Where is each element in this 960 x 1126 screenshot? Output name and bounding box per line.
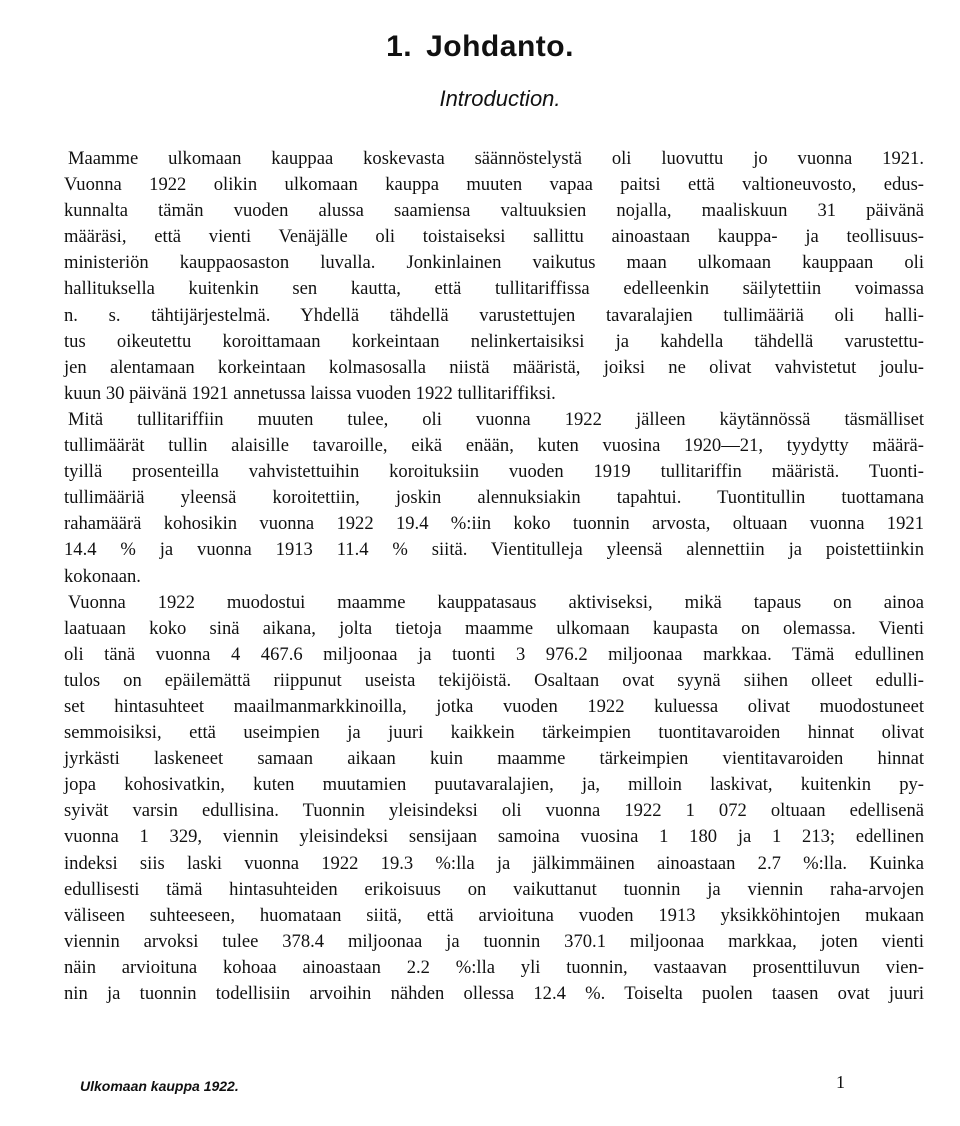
text-line: kokonaan. — [64, 565, 141, 587]
text-line: määräsi, että vienti Venäjälle oli toistaiseksi sallittu ainoastaan kauppa- ja teollisuus- — [64, 226, 924, 248]
text-line: Mitä tullitariffiin muuten tulee, oli vuonna 1922 jälleen käytännössä täsmälliset — [68, 408, 924, 430]
text-line: kunnalta tämän vuoden alussa saamiensa valtuuksien nojalla, maaliskuun 31 päivänä — [64, 200, 924, 222]
text-line: tulos on epäilemättä riippunut useista tekijöistä. Osaltaan ovat syynä siihen olleet edulli- — [64, 669, 924, 691]
text-line: semmoisiksi, että useimpien ja juuri kaikkein tärkeimpien tuontitavaroiden hinnat olivat — [64, 722, 924, 744]
text-line: tullimääriä yleensä koroitettiin, joskin alennuksiakin tapahtui. Tuontitullin tuottamana — [64, 487, 924, 509]
text-line: edullisesti tämä hintasuhteiden erikoisuus on vaikuttanut tuonnin ja viennin raha-arvojen — [64, 878, 924, 900]
text-line: rahamäärä kohosikin vuonna 1922 19.4 %:iin koko tuonnin arvosta, oltuaan vuonna 1921 — [64, 513, 924, 535]
text-line: tullimäärät tullin alaisille tavaroille, eikä enään, kuten vuosina 1920—21, tyydytty määrä- — [64, 435, 924, 457]
text-line: n. s. tähtijärjestelmä. Yhdellä tähdellä varustettujen tavaralajien tullimääriä oli halli- — [64, 304, 924, 326]
text-line: tus oikeutettu koroittamaan korkeintaan nelinkertaisiksi ja kahdella tähdellä varustettu- — [64, 330, 924, 352]
text-line: Vuonna 1922 olikin ulkomaan kauppa muuten vapaa paitsi että valtioneuvosto, edus- — [64, 174, 924, 196]
text-line: ministeriön kauppaosaston luvalla. Jonkinlainen vaikutus maan ulkomaan kauppaan oli — [64, 252, 924, 274]
text-line: hallituksella kuitenkin sen kautta, että tullitariffissa edelleenkin säilytettiin voimassa — [64, 278, 924, 300]
text-line: Maamme ulkomaan kauppaa koskevasta säännöstelystä oli luovuttu jo vuonna 1921. — [68, 148, 924, 169]
text-line: nin ja tuonnin todellisiin arvoihin nähden ollessa 12.4 %. Toiselta puolen taasen ovat juuri — [64, 983, 924, 1004]
text-line: näin arvioituna kohoaa ainoastaan 2.2 %:lla yli tuonnin, vastaavan prosenttiluvun vien- — [64, 956, 924, 978]
chapter-subtitle: Introduction. — [439, 86, 561, 111]
chapter-heading — [0, 30, 960, 64]
page-number: 1 — [836, 1072, 845, 1092]
body-text — [64, 146, 924, 1007]
text-line: laatuaan koko sinä aikana, jolta tietoja maamme ulkomaan kaupasta on olemassa. Vienti — [64, 617, 924, 639]
text-line: vuonna 1 329, viennin yleisindeksi sensijaan samoina vuosina 1 180 ja 1 213; edellinen — [64, 826, 924, 848]
text-line: tyillä prosenteilla vahvistettuihin koroituksiin vuoden 1919 tullitariffin määristä. Tuonti- — [64, 461, 924, 483]
chapter-title: Johdanto. — [426, 30, 574, 63]
text-line: 14.4 % ja vuonna 1913 11.4 % siitä. Vientitulleja yleensä alennettiin ja poistettiinkin — [64, 539, 924, 561]
text-line: oli tänä vuonna 4 467.6 miljoonaa ja tuonti 3 976.2 miljoonaa markkaa. Tämä edullinen — [64, 643, 924, 665]
text-line: Vuonna 1922 muodostui maamme kauppatasaus aktiviseksi, mikä tapaus on ainoa — [68, 591, 924, 613]
text-line: syivät varsin edullisina. Tuonnin yleisindeksi oli vuonna 1922 1 072 oltuaan edellisenä — [64, 800, 924, 822]
text-line: väliseen suhteeseen, huomataan siitä, että arvioituna vuoden 1913 yksikköhintojen mukaan — [64, 904, 924, 926]
text-line: indeksi siis laski vuonna 1922 19.3 %:lla ja jälkimmäinen ainoastaan 2.7 %:lla. Kuinka — [64, 852, 924, 874]
text-line: jen alentamaan korkeintaan kolmasosalla niistä määristä, joiksi ne olivat vahvistetut joulu- — [64, 356, 924, 378]
text-line: viennin arvoksi tulee 378.4 miljoonaa ja tuonnin 370.1 miljoonaa markkaa, joten vienti — [64, 930, 924, 952]
text-line: set hintasuhteet maailmanmarkkinoilla, jotka vuoden 1922 kuluessa olivat muodostuneet — [64, 695, 924, 717]
text-line: jopa kohosivatkin, kuten muutamien puutavaralajien, ja, milloin laskivat, kuitenkin py- — [64, 774, 924, 796]
running-title: Ulkomaan kauppa 1922. — [80, 1078, 239, 1094]
chapter-number: 1. — [386, 30, 413, 63]
text-line: jyrkästi laskeneet samaan aikaan kuin maamme tärkeimpien vientitavaroiden hinnat — [64, 748, 924, 770]
text-line: kuun 30 päivänä 1921 annetussa laissa vuoden 1922 tullitariffiksi. — [64, 382, 556, 404]
